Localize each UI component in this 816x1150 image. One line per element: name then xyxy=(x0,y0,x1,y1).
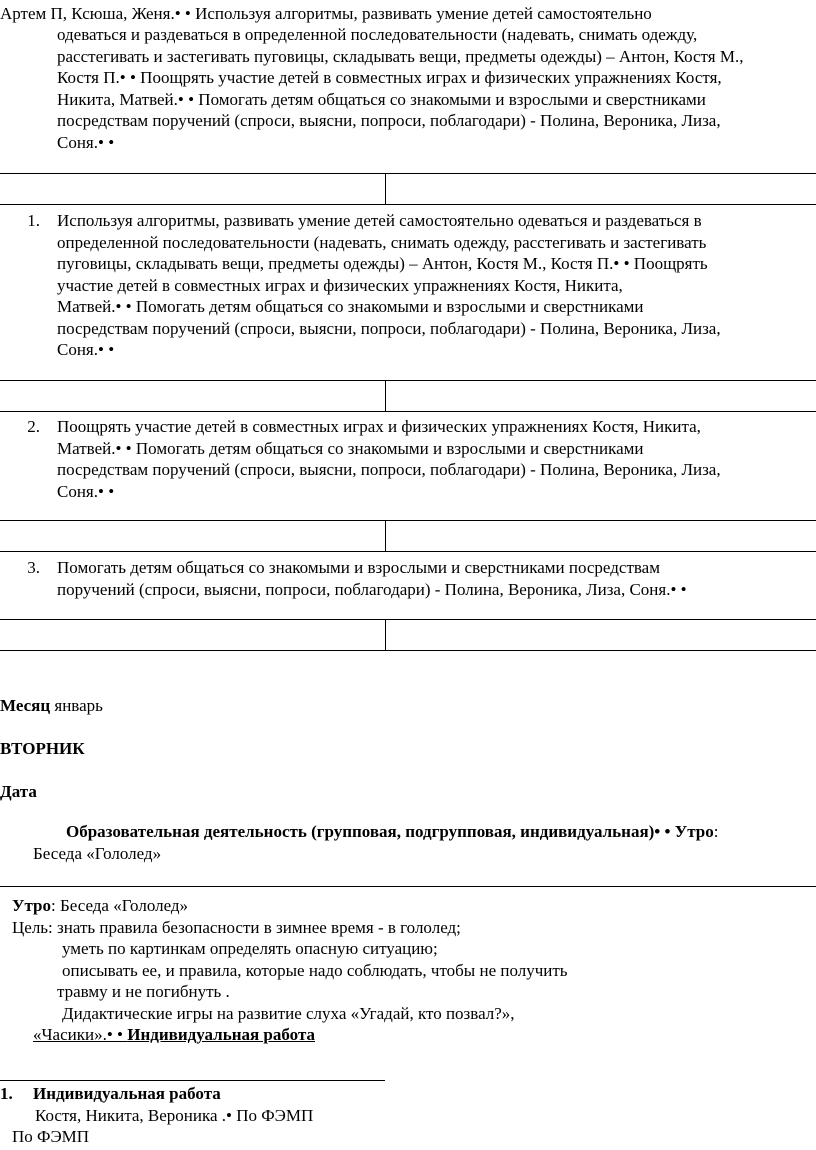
morning-utro-label: Утро xyxy=(12,896,51,915)
divider xyxy=(0,886,816,887)
activity-heading xyxy=(66,821,718,843)
item1-line-5: Матвей.• • Помогать детям общаться со знакомыми и взрослыми и сверстниками xyxy=(57,297,644,316)
top-line-5: Никита, Матвей.• • Помогать детям общаться со знакомыми и взрослыми и сверстниками xyxy=(57,89,706,109)
divider-short xyxy=(0,1080,385,1081)
morning-utro-topic: : Беседа «Гололед» xyxy=(51,896,189,915)
top-line-3: расстегивать и застегивать пуговицы, складывать вещи, предметы одежды) – Антон, Костя М., xyxy=(57,46,744,66)
morning-line-6 xyxy=(33,1024,315,1046)
individual-work-inline: Индивидуальная работа xyxy=(127,1025,315,1044)
item1-line-2: определенной последовательности (надевать, снимать одежду, расстегивать и застегивать xyxy=(57,232,707,252)
list-number: 2. xyxy=(27,417,40,436)
item1-line-4: участие детей в совместных играх и физических упражнениях Костя, Никита, xyxy=(57,275,623,295)
month-label: Месяц xyxy=(0,696,51,715)
item1-line-1: Используя алгоритмы, развивать умение детей самостоятельно одеваться и раздеваться в xyxy=(57,211,702,230)
item2-line-4: Соня.• • xyxy=(57,481,115,501)
morning-heading xyxy=(12,895,188,917)
list-number: 1. xyxy=(27,211,40,230)
top-line-4: Костя П.• • Поощрять участие детей в совместных играх и физических упражнениях Костя, xyxy=(57,68,722,87)
morning-line-4: травму и не погибнуть . xyxy=(57,982,230,1001)
day-title: ВТОРНИК xyxy=(0,739,85,758)
table-row-empty-4 xyxy=(0,619,816,651)
individual-line-2: По ФЭМП xyxy=(12,1127,90,1146)
month-value: январь xyxy=(50,696,103,715)
individual-number: 1. xyxy=(0,1084,13,1103)
item3-line-2: поручений (спроси, выясни, попроси, поблагодари) - Полина, Вероника, Лиза, Соня.• • xyxy=(57,579,687,599)
morning-goal: Цель: знать правила безопасности в зимнее время - в гололед; xyxy=(12,917,461,937)
table-row-empty-2 xyxy=(0,380,816,412)
utro-label: Утро xyxy=(674,822,714,841)
utro-colon: : xyxy=(713,822,719,841)
item1-line-6: посредствам поручений (спроси, выясни, попроси, поблагодари) - Полина, Вероника, Лиза, xyxy=(57,318,721,338)
table-row-empty-1 xyxy=(0,173,816,205)
top-line-2: одеваться и раздеваться в определенной последовательности (надевать, снимать одежду, xyxy=(57,25,698,44)
morning-line-5: Дидактические игры на развитие слуха «Угадай, кто позвал?», xyxy=(62,1003,515,1023)
individual-line-1: Костя, Никита, Вероника .• По ФЭМП xyxy=(35,1105,314,1125)
morning-line-2: уметь по картинкам определять опасную ситуацию; xyxy=(62,939,438,958)
item2-line-2: Матвей.• • Помогать детям общаться со знакомыми и взрослыми и сверстниками xyxy=(57,438,644,458)
list-number: 3. xyxy=(27,558,40,577)
item3-line-1: Помогать детям общаться со знакомыми и взрослыми и сверстниками посредствам xyxy=(57,558,660,577)
morning-line-3: описывать ее, и правила, которые надо соблюдать, чтобы не получить xyxy=(62,960,568,980)
month-line xyxy=(0,695,103,717)
activity-topic: Беседа «Гололед» xyxy=(33,843,162,863)
activity-title: Образовательная деятельность (групповая, подгрупповая, индивидуальная)• • xyxy=(66,822,675,841)
top-line-6: посредствам поручений (спроси, выясни, попроси, поблагодари) - Полина, Вероника, Лиза, xyxy=(57,111,721,130)
individual-heading: Индивидуальная работа xyxy=(33,1084,221,1103)
item2-line-1: Поощрять участие детей в совместных играх и физических упражнениях Костя, Никита, xyxy=(57,417,701,436)
item1-line-3: пуговицы, складывать вещи, предметы одежды) – Антон, Костя М., Костя П.• • Поощрять xyxy=(57,254,708,273)
item1-line-7: Соня.• • xyxy=(57,340,115,359)
date-label: Дата xyxy=(0,782,37,801)
morning-games: «Часики».• • xyxy=(33,1025,128,1044)
item2-line-3: посредствам поручений (спроси, выясни, попроси, поблагодари) - Полина, Вероника, Лиза, xyxy=(57,460,721,479)
table-row-empty-3 xyxy=(0,520,816,552)
top-line-7: Соня.• • xyxy=(57,132,115,152)
top-line-1: Артем П, Ксюша, Женя.• • Используя алгоритмы, развивать умение детей самостоятельно xyxy=(0,4,652,23)
